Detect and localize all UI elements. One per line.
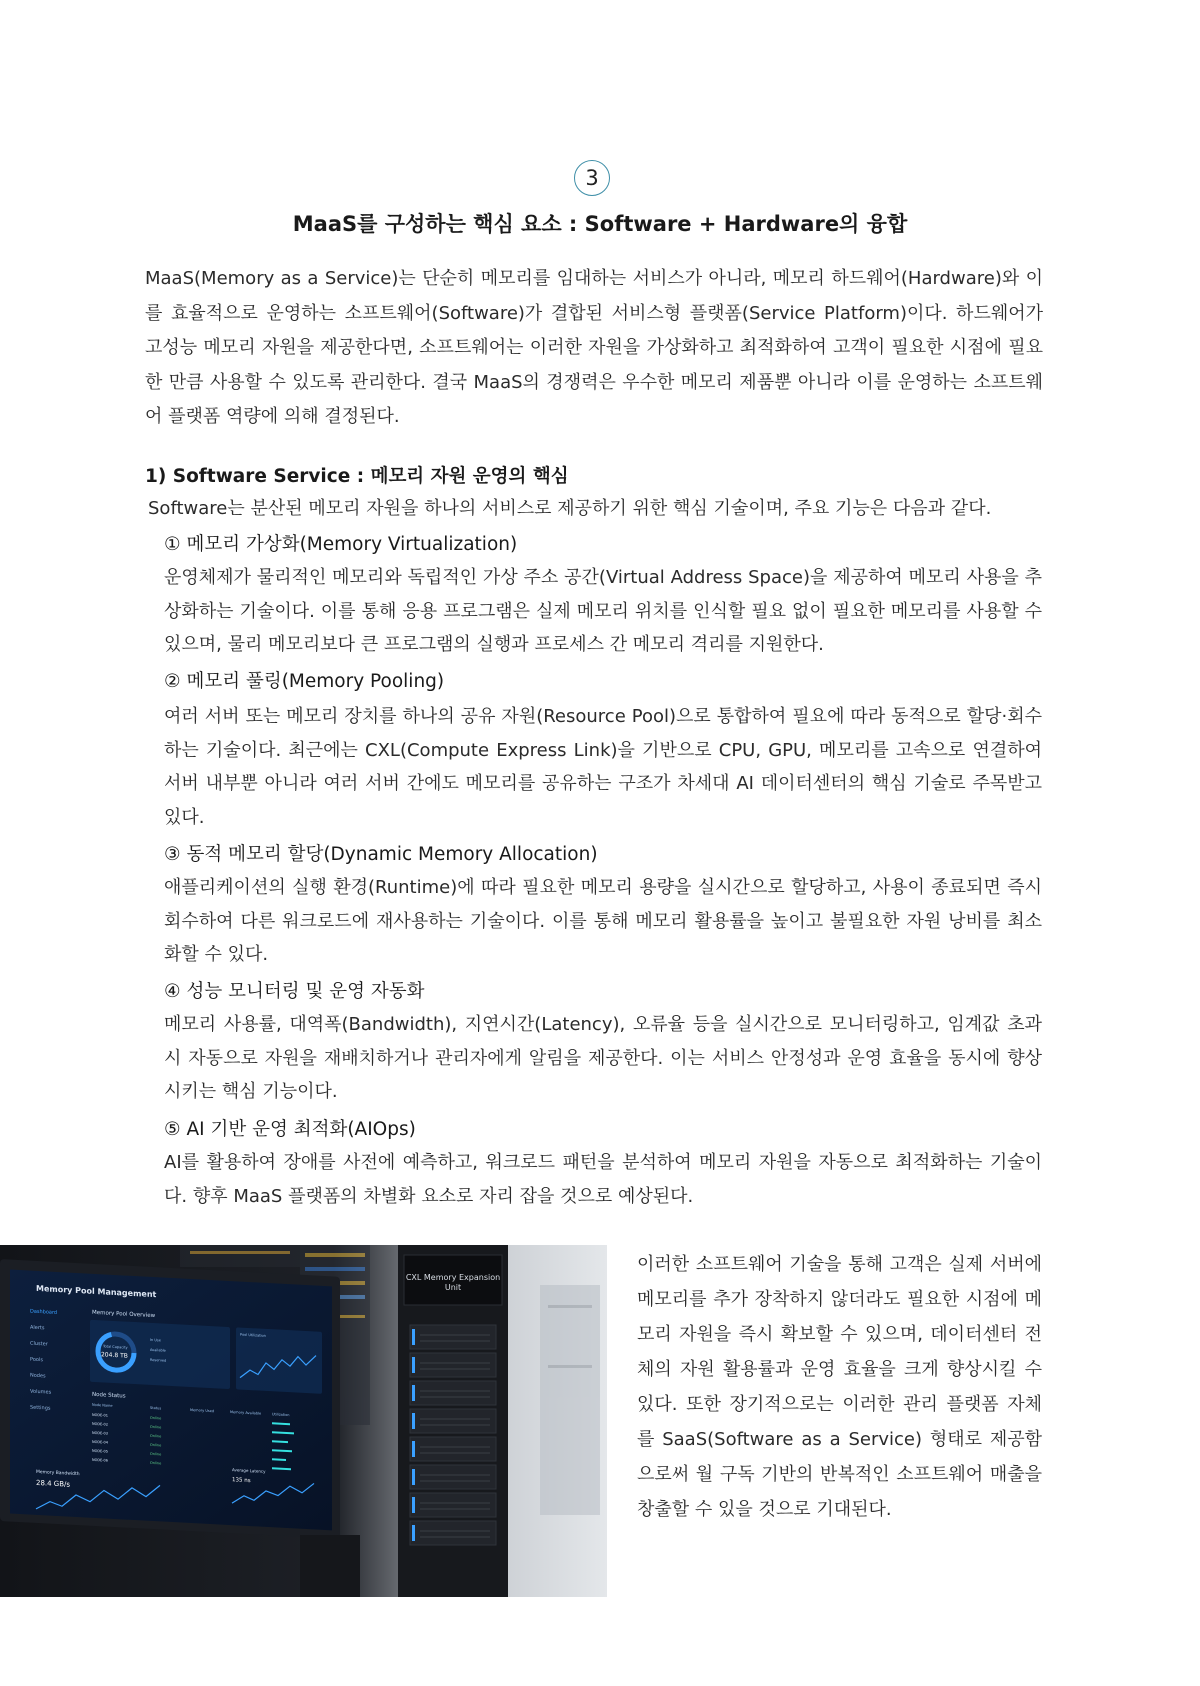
total-capacity-label: Total Capacity (103, 1344, 128, 1350)
section-number: 3 (585, 166, 599, 190)
intro-paragraph: MaaS(Memory as a Service)는 단순히 메모리를 임대하는 서비스가 아니라, 메모리 하드웨어(Hardware)와 이를 효율적으로 운영하는 소프트웨어(Software)가 결합된 서비스형 플랫폼(Service Platform)이다. 하드웨어가 고성능 메모리 자원을 제공한다면, 소프트웨어는 이러한 자원을 가상화하고 최적화하여 고객이 필요한 시점에 필요한 만큼 사용할 수 있도록 관리한다. 결국 MaaS의 경쟁력은 우수한 메모리 제품뿐 아니라 이를 운영하는 소프트웨어 플랫폼 역량에 의해 결정된다. (145, 268, 1043, 427)
node-name: NODE-02 (92, 1421, 108, 1427)
nav-item: Nodes (30, 1372, 46, 1380)
node-status-title: Node Status (92, 1391, 126, 1400)
nav-item: Alerts (30, 1324, 45, 1332)
node-name: NODE-05 (92, 1448, 108, 1454)
node-status: Online (150, 1451, 162, 1457)
item-body-dynamic-allocation: 애플리케이션의 실행 환경(Runtime)에 따라 필요한 메모리 용량을 실시간으로 할당하고, 사용이 종료되면 즉시 회수하여 다른 워크로드에 재사용하는 기술이다. 이를 통해 메모리 활용률을 높이고 불필요한 자원 낭비를 최소화할 수 있다. (164, 877, 1042, 965)
node-status: Online (150, 1433, 162, 1439)
nav-item: Volumes (30, 1388, 52, 1396)
item-title-virtualization: ① 메모리 가상화(Memory Virtualization) (164, 534, 518, 555)
item-body-virtualization: 운영체제가 물리적인 메모리와 독립적인 가상 주소 공간(Virtual Address Space)을 제공하여 메모리 사용을 추상화하는 기술이다. 이를 통해 응용 프로그램은 실제 메모리 위치를 인식할 필요 없이 필요한 메모리를 사용할 수 있으며, 물리 메모리보다 큰 프로그램의 실행과 프로세스 간 메모리 격리를 지원한다. (164, 567, 1042, 655)
legend-item: Available (150, 1347, 166, 1353)
item-title-dynamic-allocation: ③ 동적 메모리 할당(Dynamic Memory Allocation) (164, 844, 598, 865)
node-name: NODE-01 (92, 1412, 108, 1418)
software-service-heading: 1) Software Service : 메모리 자원 운영의 핵심 (145, 466, 569, 487)
side-paragraph: 이러한 소프트웨어 기술을 통해 고객은 실제 서버에 메모리를 추가 장착하지 않더라도 필요한 시점에 메모리 자원을 즉시 확보할 수 있으며, 데이터센터 전체의 자원 활용률과 운영 효율을 크게 향상시킬 수 있다. 또한 장기적으로는 이러한 관리 플랫폼 자체를 SaaS(Software as a Service) 형태로 제공함으로써 월 구독 기반의 반복적인 소프트웨어 매출을 창출할 수 있을 것으로 기대된다. (637, 1254, 1042, 1520)
pool-utilization-label: Pool Utilization (240, 1332, 266, 1338)
section-number-badge (574, 160, 610, 196)
total-capacity-value: 204.8 TB (101, 1351, 128, 1360)
latency-label: Average Latency (232, 1467, 266, 1474)
bandwidth-value: 28.4 GB/s (36, 1478, 71, 1489)
latency-value: 135 ns (232, 1477, 251, 1485)
node-col-header: Status (150, 1405, 162, 1411)
datacenter-photo (0, 1245, 607, 1597)
node-col-header: Utilization (272, 1412, 290, 1418)
legend-item: Reserved (150, 1357, 167, 1363)
datacenter-illustration (0, 1245, 607, 1597)
node-name: NODE-03 (92, 1430, 108, 1436)
overview-title: Memory Pool Overview (92, 1309, 156, 1320)
node-status: Online (150, 1460, 162, 1466)
node-status: Online (150, 1415, 162, 1421)
node-col-header: Memory Available (230, 1410, 262, 1416)
cxl-cabinet (398, 1245, 508, 1597)
legend-item: In Use (150, 1337, 161, 1343)
node-name: NODE-06 (92, 1457, 108, 1463)
cabinet-label-box (404, 1273, 502, 1303)
bandwidth-label: Memory Bandwidth (36, 1469, 80, 1478)
node-col-header: Node Name (92, 1402, 113, 1408)
nav-item: Cluster (30, 1340, 48, 1348)
item-body-aiops: AI를 활용하여 장애를 사전에 예측하고, 워크로드 패턴을 분석하여 메모리 자원을 자동으로 최적화하는 기술이다. 향후 MaaS 플랫폼의 차별화 요소로 자리 잡을 것으로 예상된다. (164, 1152, 1042, 1207)
node-name: NODE-04 (92, 1439, 108, 1445)
item-title-aiops: ⑤ AI 기반 운영 최적화(AIOps) (164, 1119, 416, 1140)
nav-item: Dashboard (30, 1308, 58, 1316)
dashboard-title: Memory Pool Management (36, 1283, 157, 1300)
section-title: MaaS를 구성하는 핵심 요소 : Software + Hardware의 융합 (292, 212, 908, 236)
software-service-lead: Software는 분산된 메모리 자원을 하나의 서비스로 제공하기 위한 핵심 기술이며, 주요 기능은 다음과 같다. (148, 498, 992, 519)
item-title-pooling: ② 메모리 풀링(Memory Pooling) (164, 671, 445, 692)
nav-item: Settings (30, 1404, 51, 1412)
item-title-monitoring: ④ 성능 모니터링 및 운영 자동화 (164, 981, 425, 1002)
node-status: Online (150, 1424, 162, 1430)
cabinet-label: CXL Memory Expansion Unit (405, 1273, 501, 1292)
node-status: Online (150, 1442, 162, 1448)
item-body-pooling: 여러 서버 또는 메모리 장치를 하나의 공유 자원(Resource Pool)으로 통합하여 필요에 따라 동적으로 할당·회수하는 기술이다. 최근에는 CXL(Compute Express Link)을 기반으로 CPU, GPU, 메모리를 고속으로 연결하여 서버 내부뿐 아니라 여러 서버 간에도 메모리를 공유하는 구조가 차세대 AI 데이터센터의 핵심 기술로 주목받고 있다. (164, 706, 1042, 828)
item-body-monitoring: 메모리 사용률, 대역폭(Bandwidth), 지연시간(Latency), 오류율 등을 실시간으로 모니터링하고, 임계값 초과 시 자동으로 자원을 재배치하거나 관리자에게 알림을 제공한다. 이는 서비스 안정성과 운영 효율을 동시에 향상시키는 핵심 기능이다. (164, 1014, 1042, 1102)
node-col-header: Memory Used (190, 1407, 215, 1414)
nav-item: Pools (30, 1356, 43, 1364)
